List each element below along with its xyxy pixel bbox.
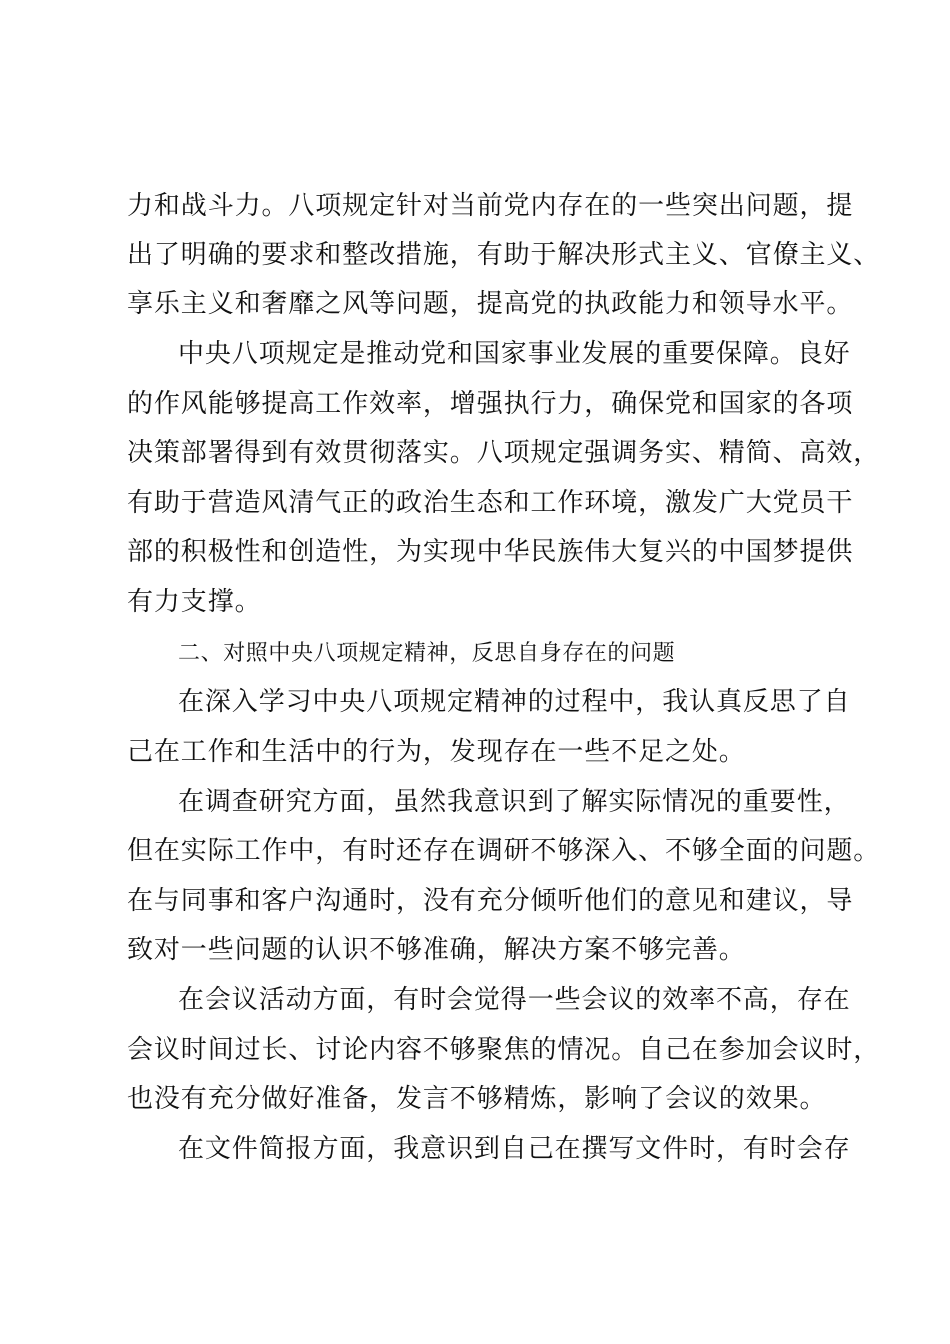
text-line: 致对一些问题的认识不够准确，解决方案不够完善。 [127,935,746,965]
text-line: 力和战斗力。八项规定针对当前党内存在的一些突出问题，提 [127,191,854,221]
paragraph-first-line: 中央八项规定是推动党和国家事业发展的重要保障。良好 [178,339,851,369]
text-line: 享乐主义和奢靡之风等问题，提高党的执政能力和领导水平。 [127,289,854,319]
paragraph-first-line: 在文件简报方面，我意识到自己在撰写文件时，有时会存 [178,1134,851,1164]
text-line: 出了明确的要求和整改措施，有助于解决形式主义、官僚主义、 [127,240,881,270]
paragraph-first-line: 在深入学习中央八项规定精神的过程中，我认真反思了自 [178,687,851,717]
text-line: 有力支撑。 [127,587,262,617]
text-line: 己在工作和生活中的行为，发现存在一些不足之处。 [127,737,746,767]
paragraph-first-line: 在会议活动方面，有时会觉得一些会议的效率不高，存在 [178,985,851,1015]
text-line: 会议时间过长、讨论内容不够聚焦的情况。自己在参加会议时， [127,1035,881,1065]
text-line: 部的积极性和创造性，为实现中华民族伟大复兴的中国梦提供 [127,537,854,567]
text-line: 有助于营造风清气正的政治生态和工作环境，激发广大党员干 [127,488,854,518]
paragraph-first-line: 在调查研究方面，虽然我意识到了解实际情况的重要性， [178,787,851,817]
text-line: 也没有充分做好准备，发言不够精炼，影响了会议的效果。 [127,1084,827,1114]
text-line: 的作风能够提高工作效率，增强执行力，确保党和国家的各项 [127,389,854,419]
text-line: 在与同事和客户沟通时，没有充分倾听他们的意见和建议，导 [127,886,854,916]
text-line: 决策部署得到有效贯彻落实。八项规定强调务实、精简、高效， [127,438,881,468]
section-heading: 二、对照中央八项规定精神，反思自身存在的问题 [178,641,676,666]
text-line: 但在实际工作中，有时还存在调研不够深入、不够全面的问题。 [127,836,881,866]
